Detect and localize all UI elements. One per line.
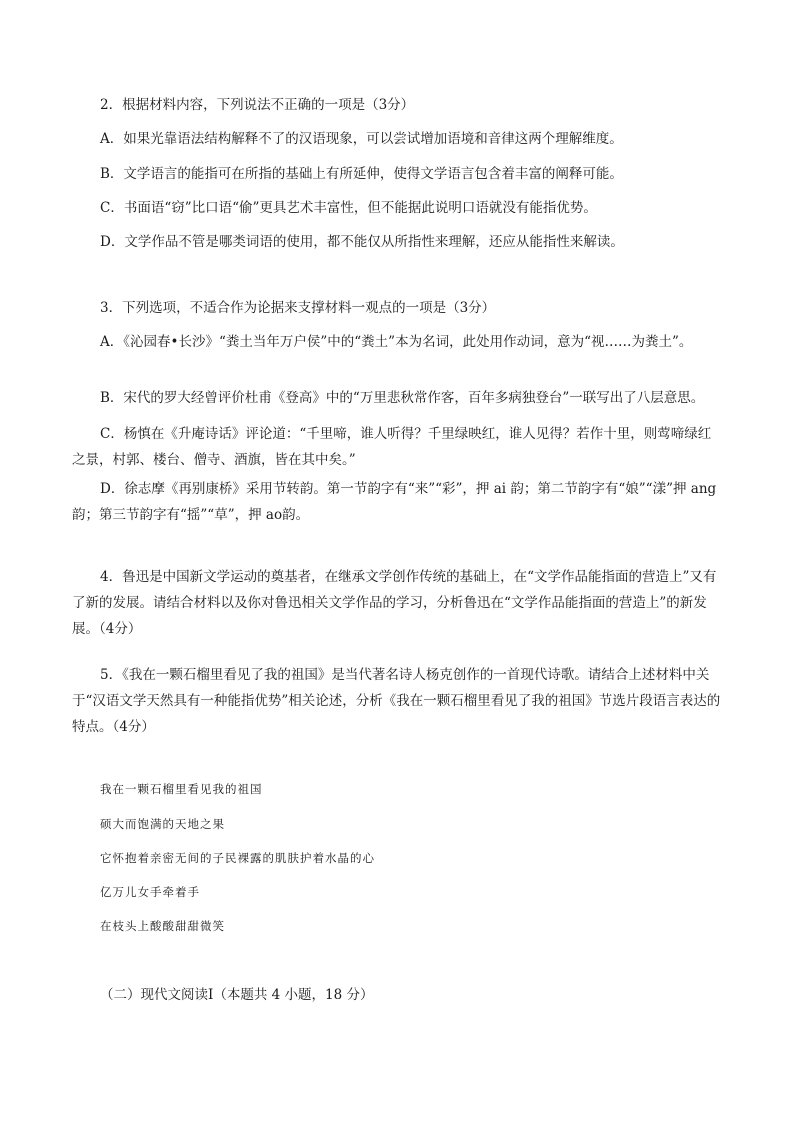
poem-line-5: 在枝头上酸酸甜甜微笑	[100, 919, 225, 933]
q2-stem: 2．根据材料内容，下列说法不正确的一项是（3分）	[100, 97, 415, 113]
q2-option-b: B．文学语言的能指可在所指的基础上有所延伸，使得文学语言包含着丰富的阐释可能。	[100, 166, 623, 182]
q4-stem: 4．鲁迅是中国新文学运动的奠基者，在继承文学创作传统的基础上，在“文学作品能指面的营造上”又有了新的发展。请结合材料以及你对鲁迅相关文学作品的学习，分析鲁迅在“文学作品能指面的营造上”的新发展。（4分）	[72, 569, 717, 637]
q3-option-a: A．《沁园春•长沙》“粪土当年万户侯”中的“粪土”本为名词，此处用作动词，意为“视……为粪土”。	[100, 334, 693, 350]
poem-line-1: 我在一颗石榴里看见我的祖国	[100, 782, 263, 796]
q3-option-b: B．宋代的罗大经曾评价杜甫《登高》中的“万里悲秋常作客，百年多病独登台”一联写出了八层意思。	[100, 390, 705, 406]
poem-line-4: 亿万儿女手牵着手	[100, 885, 200, 899]
poem-line-3: 它怀抱着亲密无间的子民裸露的肌肤护着水晶的心	[100, 851, 375, 865]
poem-line-2: 硕大而饱满的天地之果	[100, 817, 225, 831]
q2-option-c: C．书面语“窃”比口语“偷”更具艺术丰富性，但不能据此说明口语就没有能指优势。	[100, 200, 597, 216]
q2-option-a: A．如果光靠语法结构解释不了的汉语现象，可以尝试增加语境和音律这两个理解维度。	[100, 131, 623, 147]
section-heading: （二）现代文阅读Ⅰ（本题共 4 小题，18 分）	[100, 987, 374, 1003]
q5-stem: 5．《我在一颗石榴里看见了我的祖国》是当代著名诗人杨克创作的一首现代诗歌。请结合上述材料中关于“汉语文学天然具有一种能指优势”相关论述，分析《我在一颗石榴里看见了我的祖国》节选片段语言表达的特点。（4分）	[72, 667, 721, 735]
q3-option-c: C．杨慎在《升庵诗话》评论道：“千里啼，谁人听得？千里绿映红，谁人见得？若作十里，则莺啼绿红之景，村郭、楼台、僧寺、酒旗，皆在其中矣。”	[72, 426, 712, 468]
q2-option-d: D．文学作品不管是哪类词语的使用，都不能仅从所指性来理解，还应从能指性来解读。	[100, 234, 624, 250]
q3-stem: 3．下列选项，不适合作为论据来支撑材料一观点的一项是（3分）	[100, 300, 496, 316]
q3-option-d: D．徐志摩《再别康桥》采用节转韵。第一节韵字有“来”“彩”，押 ai 韵；第二节韵字有“娘”“漾”押 ang韵；第三节韵字有“摇”“草”，押 ao韵。	[72, 481, 717, 523]
